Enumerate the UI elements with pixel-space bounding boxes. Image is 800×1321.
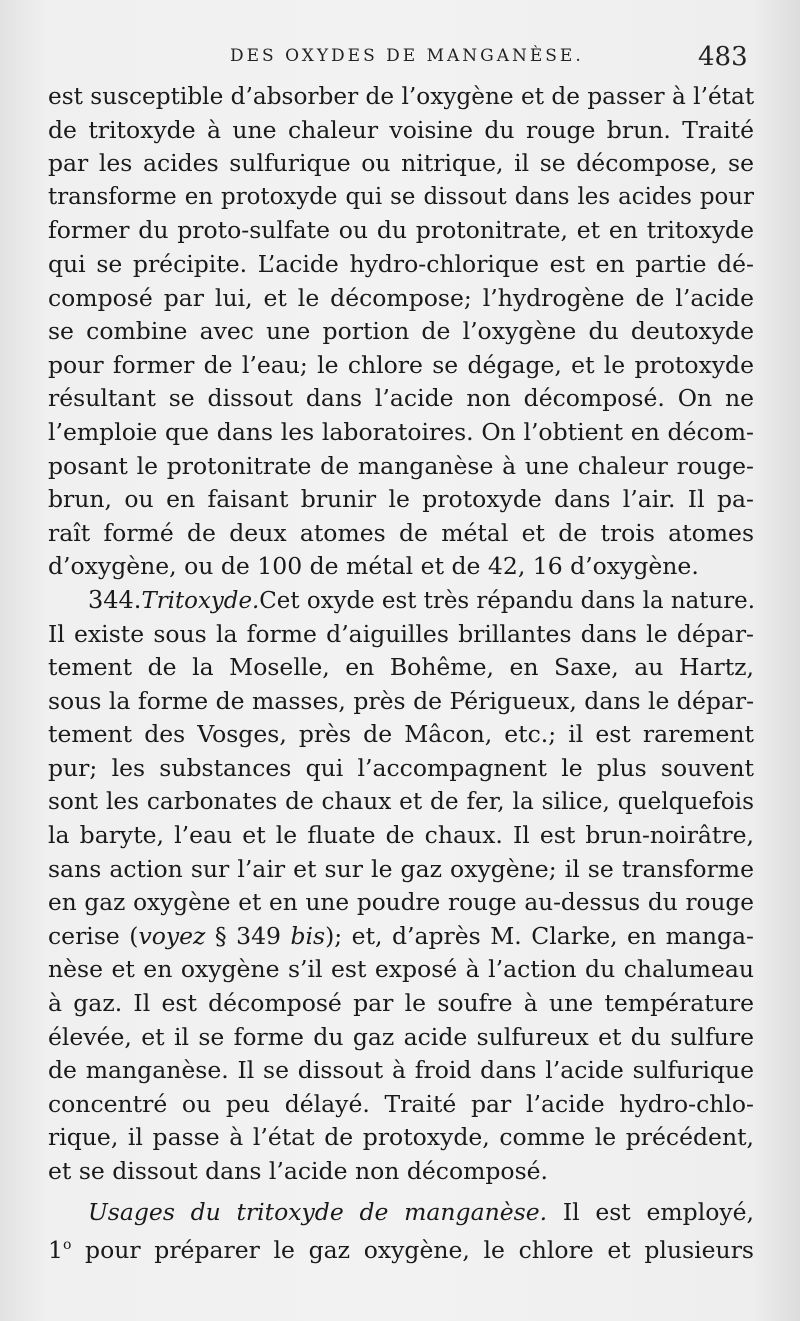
text-line: rique, il passe à l’état de protoxyde, comme le précédent, — [48, 1123, 754, 1152]
ordinal-suffix: o — [62, 1237, 72, 1254]
text-line: pour former de l’eau; le chlore se dégage, et le protoxyde — [48, 350, 754, 379]
text-line: raît formé de deux atomes de métal et de trois atomes — [48, 518, 754, 547]
text-line: et se dissout dans l’acide non décomposé. — [48, 1157, 549, 1185]
text-line: de manganèse. Il se dissout à froid dans l’acide sulfurique — [48, 1056, 754, 1085]
text-fragment: Il est employé, — [547, 1197, 755, 1226]
text-line: de tritoxyde à une chaleur voisine du rouge brun. Traité — [48, 115, 754, 144]
text-fragment: pour préparer le gaz oxygène, le chlore et plusieurs — [71, 1236, 754, 1265]
text-line: est susceptible d’absorber de l’oxygène et de passer à l’état — [48, 83, 755, 110]
text-line: élevée, et il se forme du gaz acide sulfureux et du sulfure — [48, 1022, 754, 1051]
text-line: composé par lui, et le décompose; l’hydrogène de l’acide — [48, 283, 754, 312]
text-line: former du proto-sulfate ou du protonitrate, et en tritoxyde — [48, 216, 754, 245]
page-number: 483 — [698, 42, 748, 72]
italic-voyez: voyez — [138, 921, 206, 950]
text-line: la baryte, l’eau et le fluate de chaux. Il est brun-noirâtre, — [48, 821, 754, 850]
text-line: qui se précipite. L’acide hydro-chlorique est en partie dé- — [48, 249, 754, 278]
running-title: DES OXYDES DE MANGANÈSE. — [230, 46, 584, 66]
text-fragment: ); et, d’après M. Clarke, en manga- — [325, 921, 754, 950]
body-text — [48, 80, 754, 1263]
cross-reference-line — [48, 920, 754, 954]
text-fragment: § 349 — [205, 921, 291, 950]
text-fragment: cerise ( — [48, 921, 139, 950]
text-line: se combine avec une portion de l’oxygène du deutoxyde — [48, 317, 754, 346]
text-line: tement de la Moselle, en Bohême, en Saxe, au Hartz, — [48, 653, 754, 682]
text-line: concentré ou peu délayé. Traité par l’acide hydro-chlo- — [48, 1089, 754, 1118]
text-line: nèse et en oxygène s’il est exposé à l’action du chalumeau — [48, 955, 754, 984]
text-line: posant le protonitrate de manganèse à une chaleur rouge- — [48, 451, 754, 480]
text-line: en gaz oxygène et en une poudre rouge au-dessus du rouge — [48, 889, 754, 917]
text-line: brun, ou en faisant brunir le protoxyde dans l’air. Il pa- — [48, 485, 754, 514]
section-number: 344. — [88, 585, 142, 614]
text-line: l’emploie que dans les laboratoires. On l’obtient en décom- — [48, 417, 754, 446]
text-line: tement des Vosges, près de Mâcon, etc.; il est rarement — [48, 720, 754, 749]
text-line: pur; les substances qui l’accompagnent le plus souvent — [48, 753, 754, 782]
text-line: sont les carbonates de chaux et de fer, la silice, quelquefois — [48, 788, 754, 816]
italic-bis: bis — [290, 921, 326, 950]
text-line: transforme en protoxyde qui se dissout dans les acides pour — [48, 183, 754, 210]
section-344-heading-line — [48, 584, 754, 618]
text-line: sous la forme de masses, près de Périgueux, dans le dépar- — [48, 686, 755, 715]
ordinal-number: 1 — [48, 1236, 63, 1265]
text-line: Il existe sous la forme d’aiguilles brillantes dans le dépar- — [48, 619, 754, 648]
section-title: Tritoxyde. — [141, 587, 260, 614]
section-text: Cet oxyde est très répandu dans la nature. — [259, 587, 756, 614]
text-line: par les acides sulfurique ou nitrique, il se décompose, se — [48, 149, 754, 178]
running-header — [0, 42, 800, 76]
ordinal-line — [48, 1229, 754, 1263]
text-line: à gaz. Il est décomposé par le soufre à une température — [48, 989, 754, 1018]
usages-heading-line — [48, 1196, 754, 1230]
text-line: résultant se dissout dans l’acide non décomposé. On ne — [48, 384, 754, 413]
text-line: d’oxygène, ou de 100 de métal et de 42, 16 d’oxygène. — [48, 552, 699, 581]
text-line: sans action sur l’air et sur le gaz oxygène; il se transforme — [48, 854, 754, 883]
usages-title: Usages du tritoxyde de manganèse. — [88, 1197, 548, 1226]
